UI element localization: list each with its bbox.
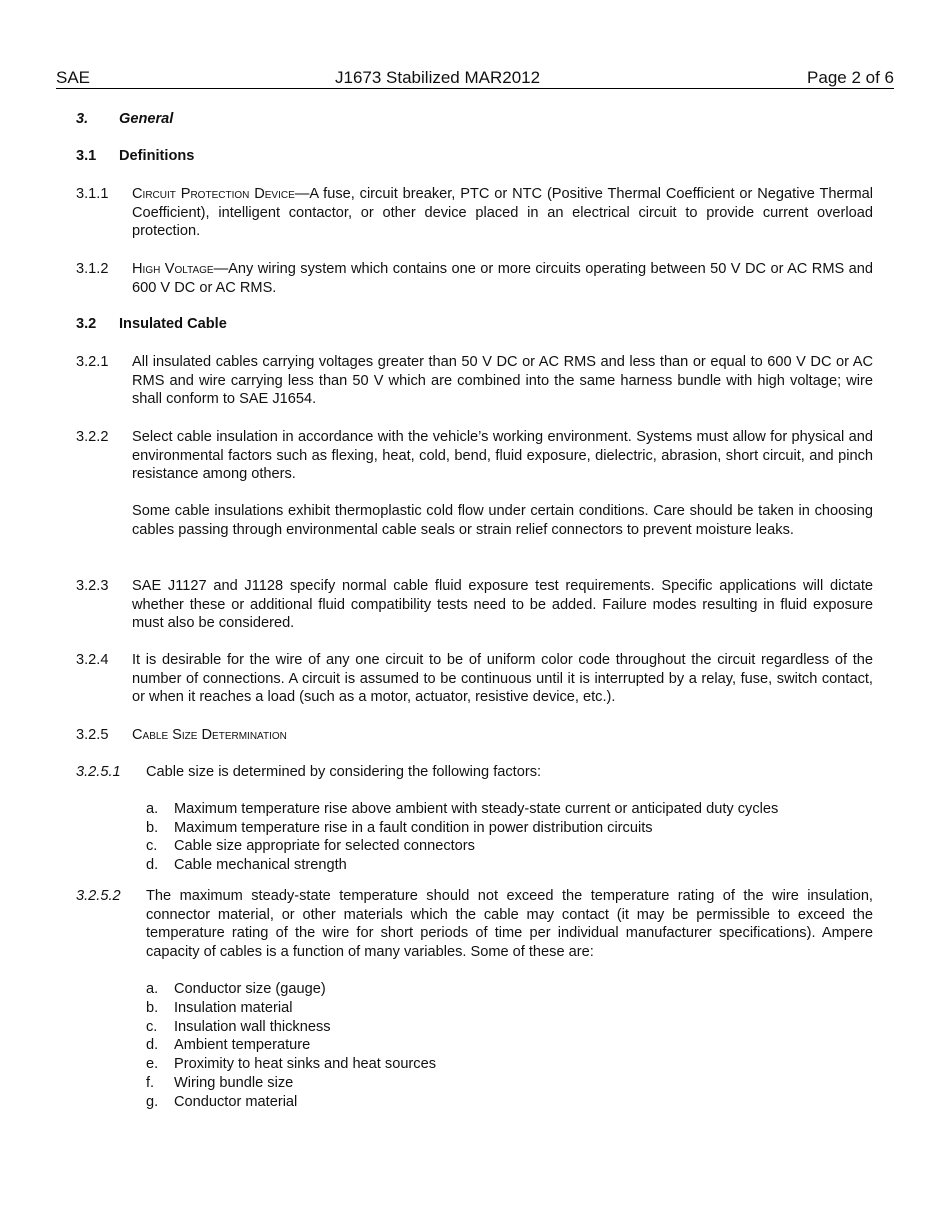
list-item-label: c. <box>146 1019 158 1035</box>
section-title: Insulated Cable <box>119 316 227 332</box>
definition-text: —Any wiring system which contains one or more circuits operating between 50 V DC or AC RMS and 600 V DC or AC RMS. <box>132 261 873 296</box>
paragraph-number: 3.2.4 <box>76 652 109 668</box>
list-item-label: b. <box>146 1000 159 1016</box>
list-item-label: a. <box>146 981 159 997</box>
list-item: Conductor size (gauge) <box>174 981 326 997</box>
list-item-label: b. <box>146 820 159 836</box>
definition-text: —A fuse, circuit breaker, PTC or NTC (Positive Thermal Coefficient or Negative Thermal Coefficient), intelligent contactor, or other device placed in an electrical circuit to provide current overload protection. <box>132 186 873 240</box>
list-item-label: f. <box>146 1075 155 1091</box>
list-item: Ambient temperature <box>174 1037 311 1053</box>
paragraph-number: 3.2.3 <box>76 578 109 594</box>
list-item: Proximity to heat sinks and heat sources <box>174 1056 437 1072</box>
header-document-id: J1673 Stabilized MAR2012 <box>335 68 541 87</box>
paragraph-number: 3.2.2 <box>76 429 109 445</box>
list-item: Wiring bundle size <box>174 1075 294 1091</box>
list-item-label: a. <box>146 801 159 817</box>
page-header <box>56 68 894 89</box>
paragraph-text: SAE J1127 and J1128 specify normal cable fluid exposure test requirements. Specific applications will dictate whether these or additional fluid compatibility tests need to be added. Failure modes resulting in fluid exposure must also be considered. <box>132 578 873 632</box>
section-title: Cable Size Determination <box>132 727 287 743</box>
paragraph-number: 3.1.1 <box>76 186 109 202</box>
paragraph-number: 3.2.5.1 <box>76 764 121 780</box>
paragraph-text <box>132 185 873 241</box>
list-item-label: d. <box>146 1037 159 1053</box>
section-title: General <box>119 111 174 127</box>
paragraph-text <box>132 260 873 297</box>
list-item-label: e. <box>146 1056 159 1072</box>
paragraph-number: 3.2.5.2 <box>76 888 121 904</box>
list-item-label: d. <box>146 857 159 873</box>
paragraph-number: 3.1.2 <box>76 261 109 277</box>
header-org: SAE <box>56 68 91 87</box>
list-item: Cable mechanical strength <box>174 857 347 873</box>
list-item-label: g. <box>146 1094 159 1110</box>
section-number: 3.2 <box>76 316 97 332</box>
list-item: Insulation material <box>174 1000 293 1016</box>
header-page-number: Page 2 of 6 <box>807 68 894 87</box>
paragraph-text: Cable size is determined by considering the following factors: <box>146 764 542 780</box>
list-item: Maximum temperature rise above ambient with steady-state current or anticipated duty cycles <box>174 801 779 817</box>
section-title: Definitions <box>119 148 195 164</box>
paragraph-number: 3.2.1 <box>76 354 109 370</box>
list-item: Conductor material <box>174 1094 298 1110</box>
section-number: 3. <box>76 111 89 127</box>
paragraph-text: It is desirable for the wire of any one circuit to be of uniform color code throughout the circuit regardless of the number of connections. A circuit is assumed to be continuous until it is interrupted by a relay, fuse, switch contact, or when it reaches a load (such as a motor, actuator, resistive device, etc.). <box>132 652 873 706</box>
list-item-label: c. <box>146 838 158 854</box>
defined-term: High Voltage <box>132 261 214 277</box>
section-number: 3.1 <box>76 148 97 164</box>
paragraph-text: The maximum steady-state temperature should not exceed the temperature rating of the wire insulation, connector material, or other materials which the cable may contact (it may be permissible to exceed the temperature rating of the wire for short periods of time per individual manufacturer specifications). Ampere capacity of cables is a function of many variables. Some of these are: <box>146 888 873 961</box>
paragraph-text: All insulated cables carrying voltages greater than 50 V DC or AC RMS and less than or equal to 600 V DC or AC RMS and wire carrying less than 50 V which are combined into the same harness bundle with high voltage; wire shall conform to SAE J1654. <box>132 354 873 408</box>
paragraph-text-continued: Some cable insulations exhibit thermoplastic cold flow under certain conditions. Care should be taken in choosing cables passing through environmental cable seals or strain relief connectors to prevent moisture leaks. <box>132 503 873 538</box>
list-item: Insulation wall thickness <box>174 1019 331 1035</box>
list-item: Cable size appropriate for selected connectors <box>174 838 475 854</box>
list-item: Maximum temperature rise in a fault condition in power distribution circuits <box>174 820 653 836</box>
paragraph-number: 3.2.5 <box>76 727 109 743</box>
paragraph-text: Select cable insulation in accordance with the vehicle’s working environment. Systems must allow for physical and environmental factors such as flexing, heat, cold, bend, fluid exposure, dielectric, abrasion, short circuit, and pinch resistance among others. <box>132 429 873 483</box>
defined-term: Circuit Protection Device <box>132 186 295 202</box>
